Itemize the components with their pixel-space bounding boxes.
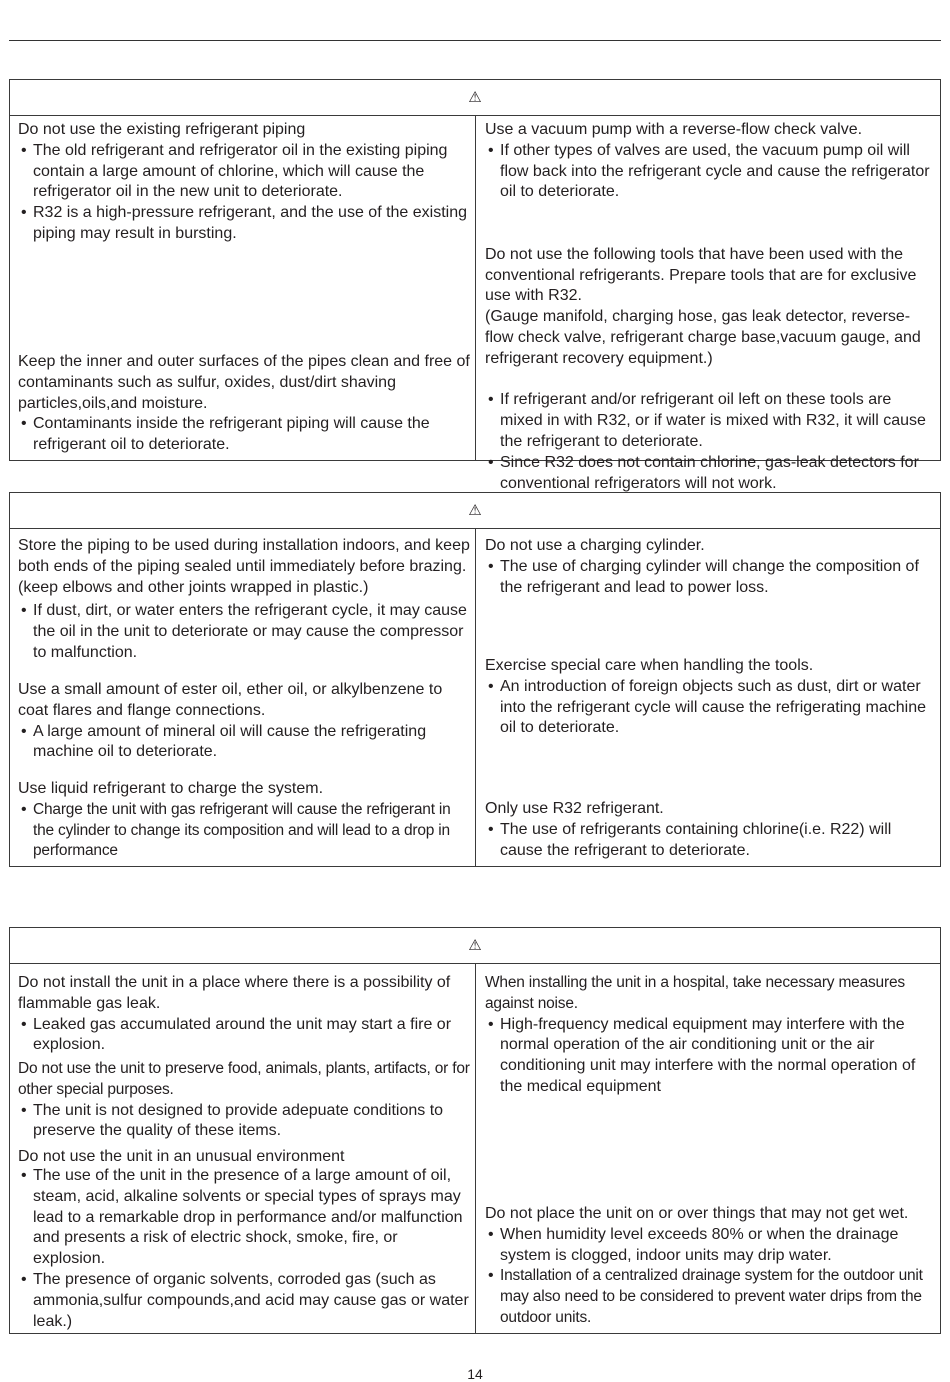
item-title: Use a small amount of ester oil, ether oil, or alkylbenzene to coat flares and flange connections. bbox=[18, 681, 443, 719]
item-title: Do not place the unit on or over things that may not get wet. bbox=[485, 1205, 909, 1222]
item-title: Do not use a charging cylinder. bbox=[485, 537, 705, 554]
top-rule bbox=[9, 40, 941, 41]
bullet-item: • High-frequency medical equipment may interfere with the normal operation of the air conditioning unit or the air conditioning unit may interfere with the normal operation of the medical equipment bbox=[485, 1015, 936, 1098]
caution-item bbox=[485, 656, 936, 739]
caution-item bbox=[18, 120, 471, 245]
item-title: Do not use the following tools that have been used with the conventional refrigerants. Prepare tools that are for exclusive use with R32. (Gauge manifold, charging hose, gas leak detector, reverse-flow check valve, refrigerant charge base,vacuum gauge, and refrigerant recovery equipment.) bbox=[485, 245, 921, 367]
left-column bbox=[10, 529, 476, 866]
bullet-item: • An introduction of foreign objects such as dust, dirt or water into the refrigerant cycle will cause the refrigerating machine oil to deteriorate. bbox=[485, 677, 936, 739]
bullet-item: • The use of charging cylinder will change the composition of the refrigerant and lead to power loss. bbox=[485, 557, 936, 599]
item-title: Do not use the existing refrigerant piping bbox=[18, 121, 306, 138]
bullet-item: • The unit is not designed to provide adepuate conditions to preserve the quality of these items. bbox=[18, 1101, 471, 1143]
warning-triangle-icon: ⚠ bbox=[468, 88, 482, 106]
caution-header bbox=[10, 80, 940, 116]
bullet-item: • If other types of valves are used, the vacuum pump oil will flow back into the refrigerant cycle and cause the refrigerator oil to deteriorate. bbox=[485, 141, 936, 203]
left-column bbox=[10, 964, 476, 1333]
caution-header bbox=[10, 493, 940, 529]
right-column bbox=[476, 529, 940, 866]
bullet-item: • The old refrigerant and refrigerator oil in the existing piping contain a large amount of chlorine, which will cause the refrigerator oil in the new unit to deteriorate. bbox=[18, 141, 471, 203]
bullet-item: • If refrigerant and/or refrigerant oil left on these tools are mixed in with R32, or if water is mixed with R32, it will cause the refrigerant to deteriorate. bbox=[485, 390, 936, 452]
item-title: Use liquid refrigerant to charge the system. bbox=[18, 780, 324, 797]
caution-item bbox=[18, 680, 471, 763]
caution-item bbox=[485, 799, 936, 861]
bullet-item: • Contaminants inside the refrigerant piping will cause the refrigerant oil to deteriorate. bbox=[18, 414, 471, 456]
right-column bbox=[476, 964, 940, 1333]
caution-header bbox=[10, 928, 940, 964]
caution-item bbox=[18, 536, 471, 664]
bullet-item: • R32 is a high-pressure refrigerant, and the use of the existing piping may result in bursting. bbox=[18, 203, 471, 245]
caution-item bbox=[485, 973, 936, 1098]
bullet-item: • Since R32 does not contain chlorine, gas-leak detectors for conventional refrigerators will not work. bbox=[485, 453, 936, 495]
item-title: Do not use the unit in an unusual environment bbox=[18, 1148, 345, 1165]
item-title: Do not install the unit in a place where there is a possibility of flammable gas leak. bbox=[18, 974, 451, 1012]
caution-item bbox=[485, 120, 936, 203]
bullet-item: • Leaked gas accumulated around the unit may start a fire or explosion. bbox=[18, 1015, 471, 1057]
caution-box-3 bbox=[9, 927, 941, 1334]
item-title: Exercise special care when handling the tools. bbox=[485, 657, 814, 674]
warning-triangle-icon: ⚠ bbox=[468, 936, 482, 954]
caution-item bbox=[18, 973, 471, 1056]
bullet-item: • The use of refrigerants containing chlorine(i.e. R22) will cause the refrigerant to deteriorate. bbox=[485, 820, 936, 862]
caution-box-2 bbox=[9, 492, 941, 867]
item-title: Do not use the unit to preserve food, animals, plants, artifacts, or for other special purposes. bbox=[18, 1060, 470, 1098]
caution-item bbox=[485, 1204, 936, 1329]
item-title: Only use R32 refrigerant. bbox=[485, 800, 664, 817]
page-number: 14 bbox=[467, 1366, 483, 1382]
caution-box-1 bbox=[9, 79, 941, 492]
bullet-item: • Charge the unit with gas refrigerant will cause the refrigerant in the cylinder to change its composition and will lead to a drop in performance bbox=[18, 800, 471, 862]
left-column bbox=[10, 116, 476, 460]
item-title: When installing the unit in a hospital, take necessary measures against noise. bbox=[485, 974, 905, 1012]
item-title: Keep the inner and outer surfaces of the pipes clean and free of contaminants such as sulfur, oxides, dust/dirt shaving particles,oils,and moisture. bbox=[18, 353, 470, 412]
warning-triangle-icon: ⚠ bbox=[468, 501, 482, 519]
bullet-item: • A large amount of mineral oil will cause the refrigerating machine oil to deteriorate. bbox=[18, 722, 471, 764]
item-title: Use a vacuum pump with a reverse-flow check valve. bbox=[485, 121, 863, 138]
caution-item bbox=[18, 779, 471, 862]
caution-item bbox=[485, 224, 936, 515]
bullet-item: • Installation of a centralized drainage system for the outdoor unit may also need to be considered to prevent water drips from the outdoor units. bbox=[485, 1266, 936, 1328]
caution-item bbox=[18, 352, 471, 456]
caution-item bbox=[485, 536, 936, 598]
bullet-item: • The presence of organic solvents, corroded gas (such as ammonia,sulfur compounds,and acid may cause gas or water leak.) bbox=[18, 1270, 471, 1332]
item-title: Store the piping to be used during installation indoors, and keep both ends of the piping sealed until immediately before brazing.(keep elbows and other joints wrapped in plastic.) bbox=[18, 537, 470, 596]
caution-item bbox=[18, 1059, 471, 1142]
bullet-item: • The use of the unit in the presence of a large amount of oil, steam, acid, alkaline solvents or special types of sprays may lead to a remarkable drop in performance and/or malfunction and presents a risk of electric shock, smoke, fire, or explosion. bbox=[18, 1166, 471, 1270]
right-column bbox=[476, 116, 940, 492]
bullet-item: • When humidity level exceeds 80% or when the drainage system is clogged, indoor units may drip water. bbox=[485, 1225, 936, 1267]
caution-item bbox=[18, 1148, 471, 1332]
bullet-item: • If dust, dirt, or water enters the refrigerant cycle, it may cause the oil in the unit to deteriorate or may cause the compressor to malfunction. bbox=[18, 601, 471, 663]
